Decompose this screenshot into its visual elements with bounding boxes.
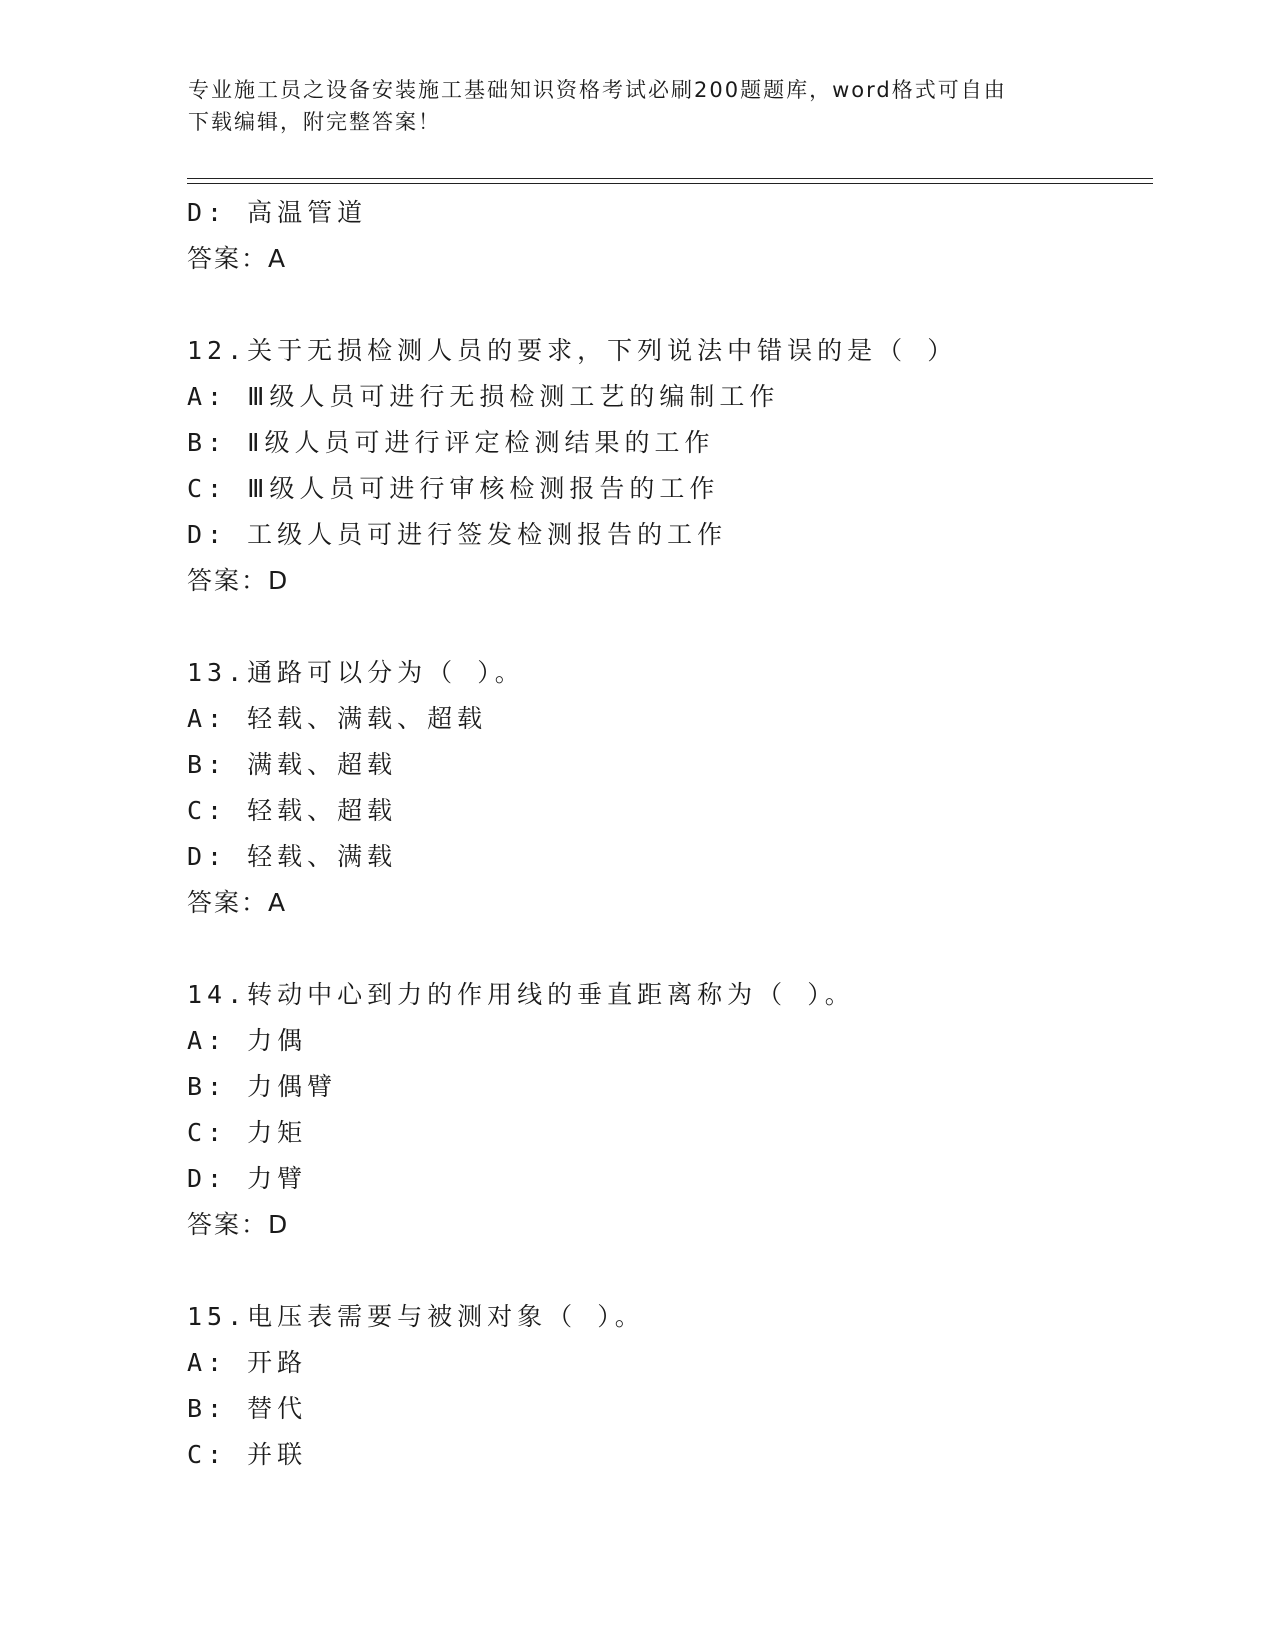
header-line-1: 专业施工员之设备安装施工基础知识资格考试必刷200题题库，word格式可自由: [188, 78, 1007, 102]
answer: 答案：A: [187, 244, 288, 273]
option-c: C: Ⅲ级人员可进行审核检测报告的工作: [187, 474, 720, 503]
option-a: A: 轻载、满载、超载: [187, 704, 488, 733]
answer: 答案：D: [187, 566, 290, 595]
option-d: D: 工级人员可进行签发检测报告的工作: [187, 520, 728, 549]
answer: 答案：A: [187, 888, 288, 917]
option-b: B: 力偶臂: [187, 1072, 338, 1101]
option-c: C: 轻载、超载: [187, 796, 398, 825]
option-c: C: 并联: [187, 1440, 308, 1469]
question-list: [187, 190, 1147, 1478]
option-b: B: 替代: [187, 1394, 308, 1423]
question-11-tail: [187, 190, 1147, 282]
option-b: B: Ⅱ级人员可进行评定检测结果的工作: [187, 428, 715, 457]
header-divider-top: [187, 178, 1153, 179]
option-a: A: 开路: [187, 1348, 308, 1377]
option-a: A: Ⅲ级人员可进行无损检测工艺的编制工作: [187, 382, 780, 411]
question-stem: 15.电压表需要与被测对象（ ）。: [187, 1302, 645, 1331]
option-a: A: 力偶: [187, 1026, 308, 1055]
answer: 答案：D: [187, 1210, 290, 1239]
question-14: [187, 972, 1147, 1248]
question-13: [187, 650, 1147, 926]
option-d: D: 轻载、满载: [187, 842, 398, 871]
option-d: D: 高温管道: [187, 198, 368, 227]
question-stem: 12.关于无损检测人员的要求，下列说法中错误的是（ ）: [187, 336, 958, 365]
spacer: [187, 282, 1147, 328]
header-line-2: 下载编辑，附完整答案！: [188, 110, 441, 134]
header-divider-bottom: [187, 183, 1153, 184]
option-d: D: 力臂: [187, 1164, 308, 1193]
question-12: [187, 328, 1147, 604]
question-15: [187, 1294, 1147, 1478]
option-c: C: 力矩: [187, 1118, 308, 1147]
question-stem: 14.转动中心到力的作用线的垂直距离称为（ ）。: [187, 980, 855, 1009]
document-header: [188, 74, 1068, 138]
spacer: [187, 926, 1147, 972]
spacer: [187, 604, 1147, 650]
question-stem: 13.通路可以分为（ ）。: [187, 658, 525, 687]
spacer: [187, 1248, 1147, 1294]
option-b: B: 满载、超载: [187, 750, 398, 779]
